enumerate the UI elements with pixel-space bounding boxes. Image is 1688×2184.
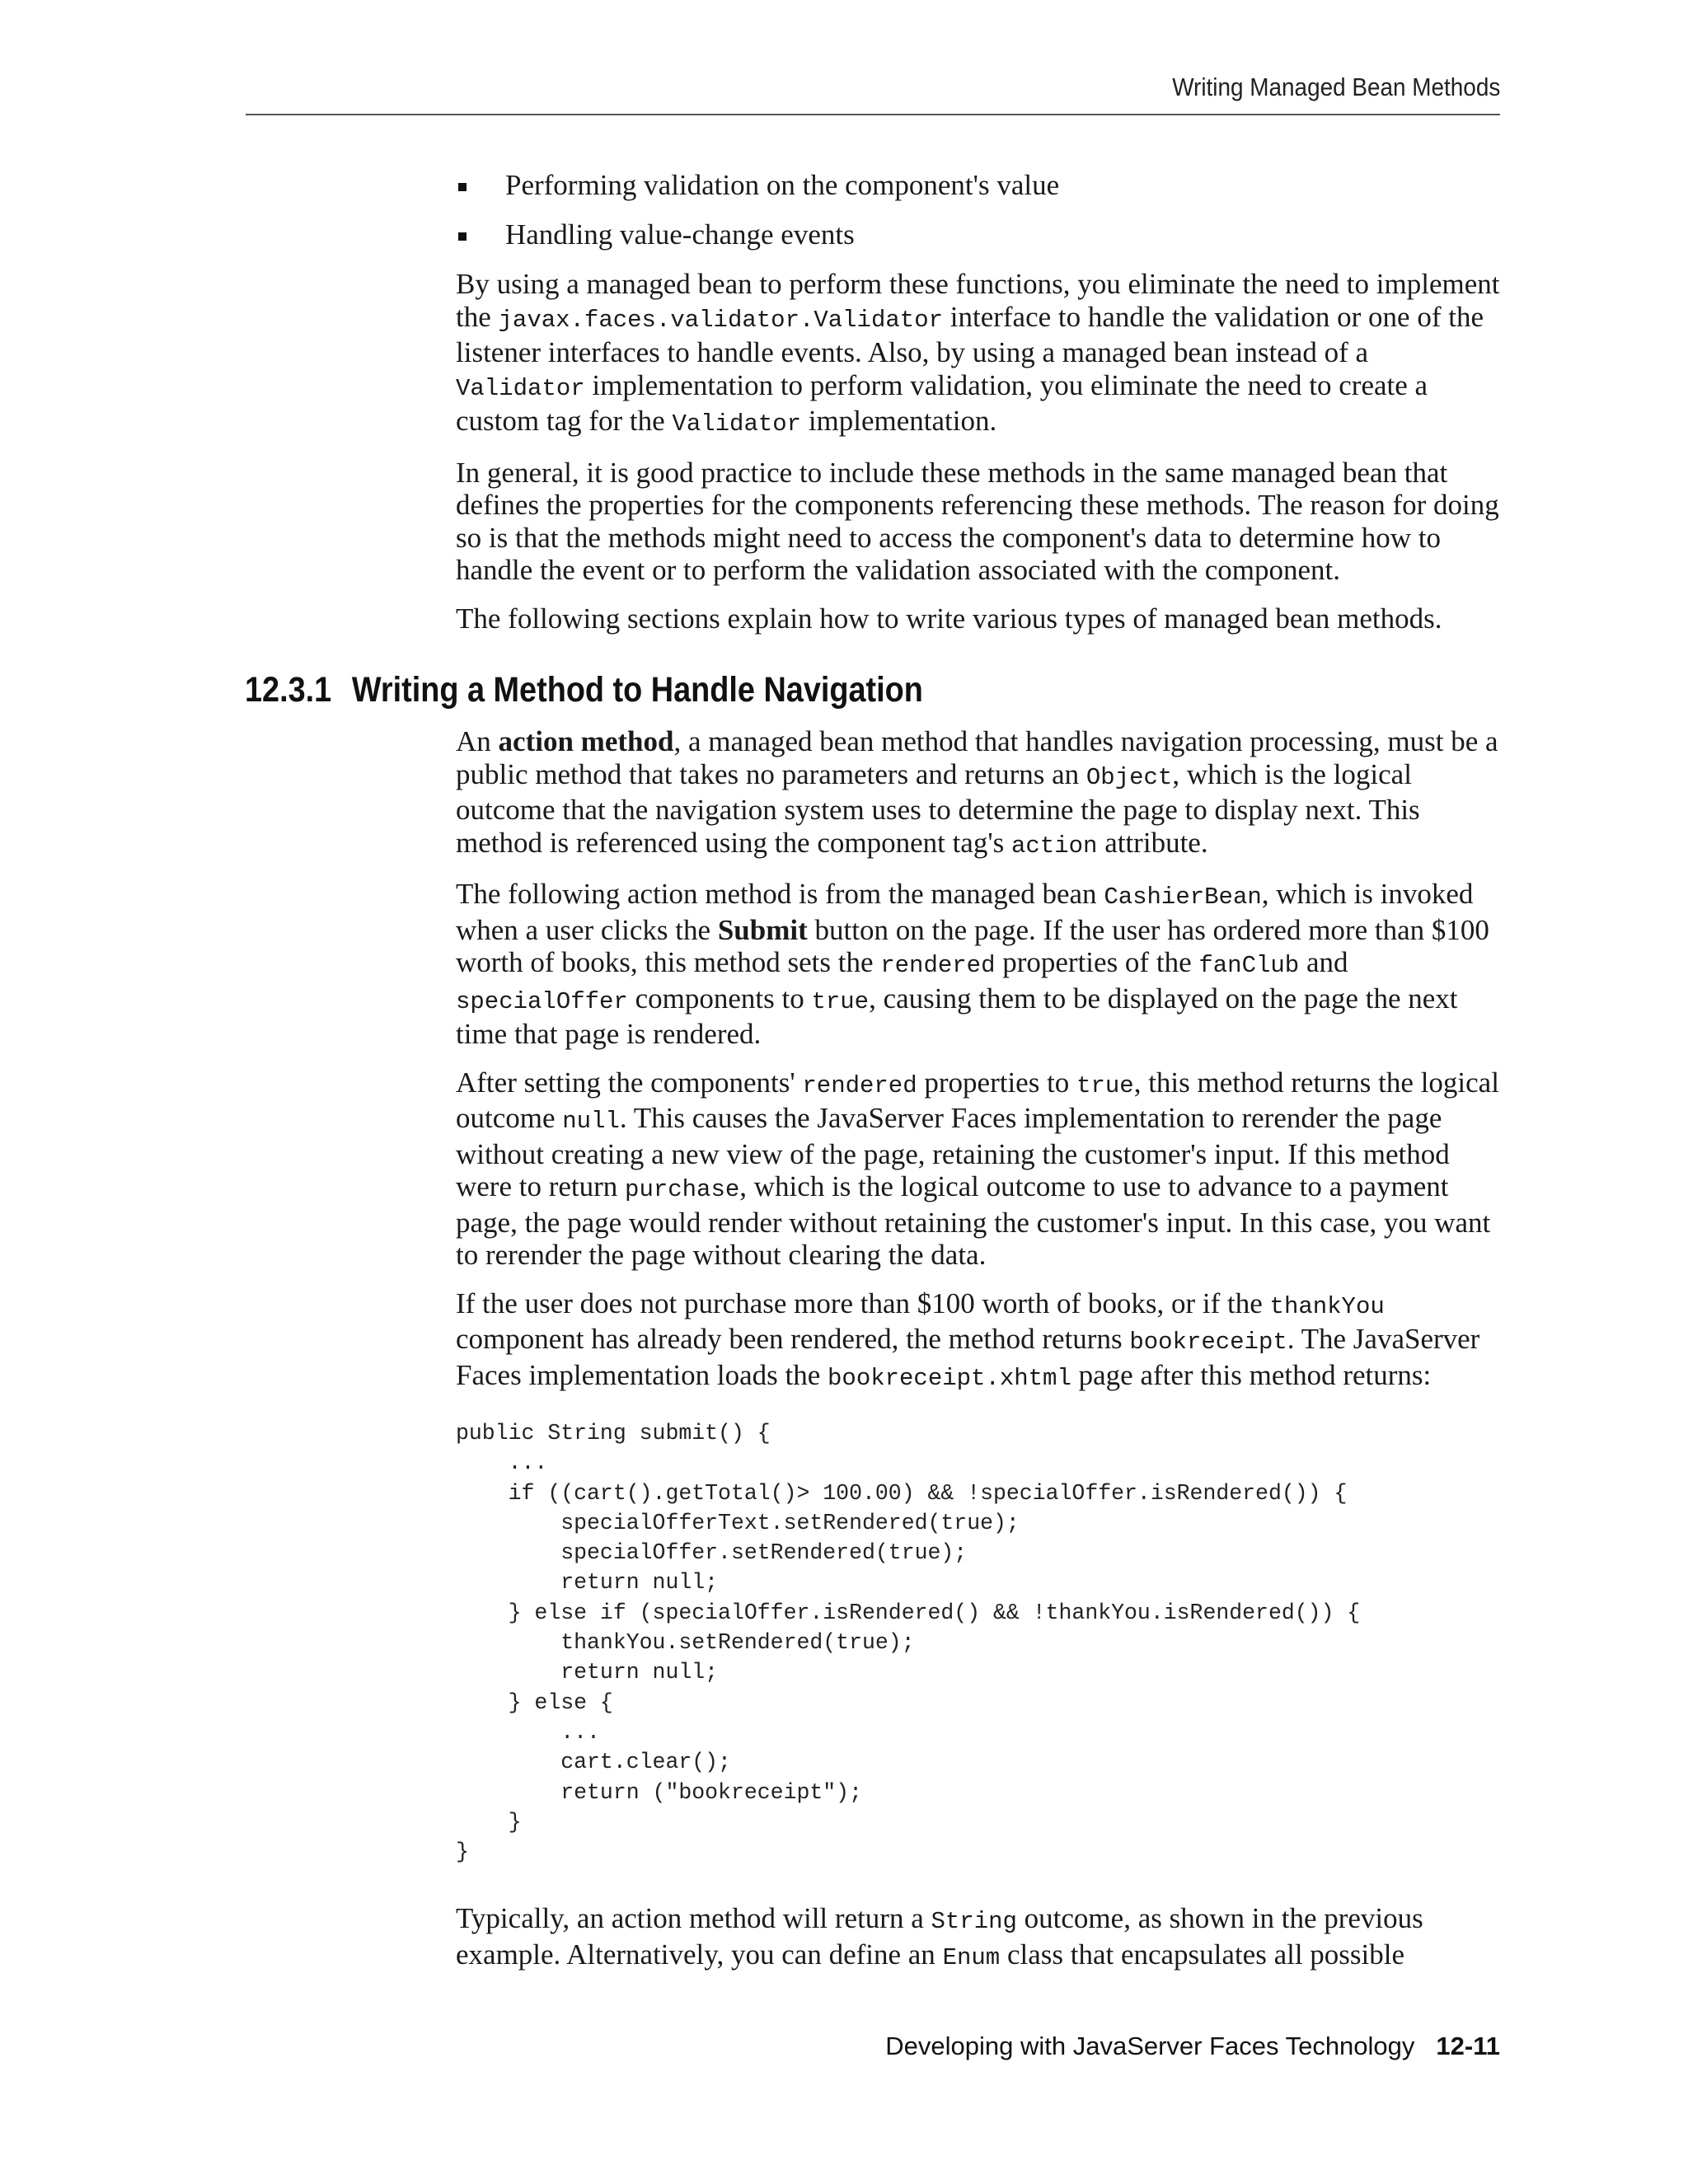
- text-run: interface to handle the validation or one of the listener interfaces to handle events. Also, by using a managed bean instead of a: [456, 300, 1484, 368]
- text-run: , which is the logical outcome to use to advance to a payment page, the page would render without retaining the customer's input. In this case, you want to rerender the page without clearing the data.: [456, 1170, 1491, 1271]
- text-run: and: [1299, 946, 1348, 978]
- text-run: , a managed bean method that handles navigation processing, must be a public method that takes no parameters and returns an: [456, 725, 1498, 790]
- inline-code: action: [1011, 832, 1098, 860]
- footer-book-title: Developing with JavaServer Faces Technology: [885, 2032, 1415, 2060]
- inline-code: String: [931, 1908, 1017, 1936]
- text-run: Typically, an action method will return a: [456, 1902, 931, 1935]
- header-rule: [246, 114, 1500, 115]
- text-run: properties of the: [995, 946, 1199, 978]
- text-run: . This causes the JavaServer Faces implementation to rerender the page without creating a new view of the page, retaining the customer's input. If this method were to return: [456, 1102, 1450, 1202]
- text-run: After setting the components': [456, 1066, 803, 1099]
- page-number: 12-11: [1436, 2032, 1500, 2060]
- inline-code: rendered: [802, 1071, 917, 1099]
- paragraph: [456, 1066, 1503, 1272]
- section-heading: [245, 670, 923, 710]
- inline-code: CashierBean: [1104, 883, 1262, 911]
- text-run: The following action method is from the managed bean: [456, 878, 1104, 910]
- code-example: public String submit() { ... if ((cart().getTotal()> 100.00) && !specialOffer.isRendered()) { specialOfferText.setRendered(true); specialOffer.setRendered(true); return null; } else if (specialOffer.isRendered() && !thankYou.isRendered()) { thankYou.setRendered(true); return null; } else { ... cart.clear(); return ("bookreceipt"); } }: [456, 1421, 1361, 1865]
- inline-code: Enum: [942, 1943, 1001, 1971]
- bullet-list: [456, 169, 1503, 251]
- text-run: If the user does not purchase more than $100 worth of books, or if the: [456, 1286, 1270, 1319]
- text-run: , which is invoked when a user clicks the: [456, 878, 1474, 946]
- text-run: , causing them to be displayed on the page the next time that page is rendered.: [456, 982, 1458, 1050]
- text-run: implementation.: [801, 405, 997, 437]
- inline-code: fanClub: [1198, 952, 1300, 979]
- section-body: [456, 725, 1503, 1990]
- paragraph: [456, 725, 1503, 862]
- paragraph: [456, 878, 1503, 1051]
- inline-code: thankYou: [1269, 1292, 1385, 1320]
- text-run: properties to: [917, 1066, 1077, 1099]
- paragraph: The following sections explain how to write various types of managed bean methods.: [456, 602, 1442, 635]
- inline-code: true: [811, 987, 870, 1015]
- paragraph: [456, 1902, 1503, 1974]
- text-run: outcome, as shown in the previous example. Alternatively, you can define an: [456, 1902, 1423, 1971]
- text-run: components to: [627, 982, 812, 1015]
- paragraph: In general, it is good practice to include these methods in the same managed bean that defines the properties for the components referencing these methods. The reason for doing so is that the methods might need to access the component's data to determine how to handle the event or to perform the validation associated with the component.: [456, 456, 1499, 586]
- intro-body: [456, 169, 1503, 650]
- inline-code: null: [562, 1108, 620, 1135]
- bullet-square-icon: [458, 183, 467, 191]
- inline-code: rendered: [880, 952, 996, 979]
- inline-code: Validator: [456, 374, 585, 402]
- section-title: Writing a Method to Handle Navigation: [351, 670, 923, 710]
- inline-code: bookreceipt.xhtml: [828, 1364, 1071, 1392]
- text-run: , which is the logical outcome that the navigation system uses to determine the page to display next. This method is referenced using the component tag's: [456, 757, 1420, 859]
- bold-term: Submit: [717, 913, 808, 946]
- page-footer: [885, 2032, 1500, 2061]
- list-item: [456, 169, 1503, 202]
- inline-code: bookreceipt: [1129, 1329, 1287, 1356]
- text-run: page after this method returns:: [1071, 1358, 1432, 1391]
- list-item-text: Performing validation on the component's value: [505, 169, 1060, 201]
- text-run: class that encapsulates all possible: [1000, 1938, 1405, 1971]
- text-run: By using a managed bean to perform these functions, you eliminate the need to implement the: [456, 268, 1500, 333]
- inline-code: specialOffer: [456, 987, 628, 1015]
- running-header: Writing Managed Bean Methods: [1171, 73, 1500, 101]
- inline-code: Object: [1085, 763, 1173, 791]
- inline-code: true: [1076, 1071, 1134, 1099]
- bold-term: action method: [498, 725, 674, 757]
- inline-code: purchase: [625, 1176, 740, 1203]
- text-run: component has already been rendered, the method returns: [456, 1323, 1130, 1355]
- text-run: button on the page. If the user has ordered more than $100 worth of books, this method sets the: [456, 913, 1489, 978]
- text-run: attribute.: [1097, 826, 1208, 859]
- bullet-square-icon: [458, 232, 467, 241]
- list-item-text: Handling value-change events: [505, 218, 855, 251]
- text-run: An: [456, 725, 499, 757]
- paragraph: [456, 1287, 1503, 1395]
- list-item: [456, 218, 1503, 251]
- inline-code: javax.faces.validator.Validator: [498, 306, 944, 334]
- inline-code: Validator: [672, 410, 802, 438]
- text-run: , this method returns the logical outcome: [456, 1066, 1499, 1134]
- paragraph: [456, 268, 1503, 441]
- section-number: 12.3.1: [245, 670, 332, 710]
- text-run: . The JavaServer Faces implementation loads the: [456, 1323, 1480, 1391]
- text-run: implementation to perform validation, you eliminate the need to create a custom tag for the: [456, 368, 1428, 437]
